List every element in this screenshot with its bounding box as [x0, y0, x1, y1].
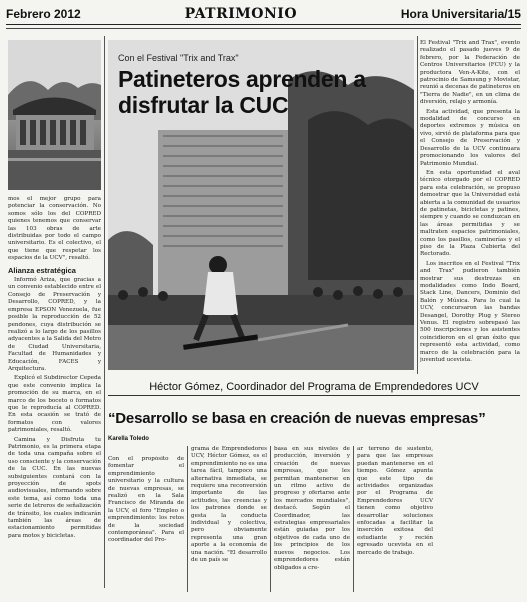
page-number: 15 [507, 7, 521, 21]
interview-column-1: Con el propósito de fomentar el emprendimiento universitario y la cultura de nuevas empresas, se realizó en la Sala Francisco de Miranda de la UCV, el foro "Empleo o emprendimiento: los retos de la sociedad contemporánea". Para el coordinador del Pro- [108, 456, 184, 544]
feature-headline: Patineteros aprenden a disfrutar la CUC [118, 66, 366, 118]
section-title: PATRIMONIO [184, 6, 298, 22]
column-divider [353, 446, 354, 592]
feature-kicker: Con el Festival "Trix and Trax" [118, 53, 239, 63]
interview-column-4: ar terreno de sustento, para que las empresas puedan mantenerse en el tiempo. Gómez apunta que este tipo de actividades organizadas por el Programa de Emprendedores UCV tienen como objetivo desarrollar soluciones enfocadas a facilitar la inserción exitosa del estudiante y recién egresado ucevista en el mercado de trabajo. [357, 446, 433, 556]
column-divider [417, 36, 418, 374]
header-rule [6, 28, 521, 29]
building-photo [8, 40, 101, 190]
skateboard-photo [108, 40, 414, 370]
section-subhead: Alianza estratégica [8, 265, 76, 275]
publication-name: Hora Universitaria [400, 7, 505, 21]
interview-headline: “Desarrollo se basa en creación de nuevas empresas” [108, 410, 486, 427]
left-paragraph: Informó Ariza, que gracias a un convenio establecido entre el Consejo de Preservación y Desarrollo, COPRED, y la empresa EPSON Venezuela, fue posible la reproducción de 52 pendones, cuya distribución se realizó a lo largo de los pasillos adyacentes a la Salida del Metro de Ciudad Universitaria, Facultad de Humanidades y Educación, FACES y Arquitectura. [8, 277, 101, 372]
column-divider [104, 36, 105, 588]
interview-banner: Héctor Gómez, Coordinador del Programa de Emprendedores UCV [108, 381, 520, 396]
left-paragraph: Explicó el Subdirector Cepeda que este convenio implica la promoción de su marca, en el marco de los boceto o formatos que le reproducía al COPRED. En esta ocasión se trató de formatos con valores patrimoniales, resaltó. [8, 375, 101, 434]
left-column-text [8, 196, 101, 576]
right-paragraph: El Festival "Trix and Trax", evento realizado el pasado jueves 9 de febrero, por la Federación de Centros Universitarios (FCU) y la productora Ven-A-Kite, con el patrocinio de Samsung y Movistar, reunió a decenas de patineteros en "Tierra de Nadie", en un clima de diversión, relajo y armonía. [420, 40, 520, 106]
left-paragraph: Camina y Disfruta tu Patrimonio, es la primera etapa de toda una campaña sobre el uso consciente y la conservación de la CUC. En las nuevas subsiguientes contará con la proyección de spots audiovisuales, informando sobre este tema, así como toda una serie de letreros de señalización de tránsito, los cuales indicarán también las áreas de estacionamiento permitidas para motos y bicicletas. [8, 436, 101, 539]
column-divider [270, 446, 271, 592]
interview-column-2: grama de Emprendedores UCV, Héctor Gómez, es el emprendimiento no es una tarea fácil, tampoco una alternativa inmediata, se requiere una reconversión importante de las actitudes, las creencias y los patrones donde se gesta la conducta individual y colectiva, pero obviamente representa una gran aporte a la economía de una nación. "El desarrollo de un país se [191, 446, 267, 564]
page-header [6, 4, 521, 25]
column-divider [187, 446, 188, 592]
left-paragraph: mos el mejor grupo para potenciar la conservación. No somos sólo los del COPRED quienes tenemos que conservar las 103 obras de arte distribuidas por todo el campo universitario. Es el colectivo, el que tiene que respetar los espacios de la UCV", resaltó. [8, 196, 101, 262]
right-column-text [420, 40, 520, 370]
publication-page: Hora Universitaria/15 [400, 7, 521, 21]
right-paragraph: Los inscritos en el Festival "Trix and Trax" pudieron también mostrar sus destrezas en modalidades como Indo Board, Stack Line, Dancers, Dominio del Balón y Música. Para lo cual la UCV, concursaron las bandas Desangel, Dorothy Plug y Stereo Venus. El registro sobrepasó las 500 inscripciones y los asistentes coincidieron en el gran éxito que representó esta actividad, como marco de la celebración para la juventud ucevista. [420, 260, 520, 364]
byline: Karella Toledo [108, 436, 149, 442]
right-paragraph: Esta actividad, que presenta la modalidad de concurso en deportes extremos y música en vivo, sirvió de plataforma para que el Consejo de Preservación y Desarrollo de la UCV continuara promocionando los valores del Patrimonio Mundial. [420, 108, 520, 167]
interview-column-3: basa en sus niveles de producción, inversión y creación de nuevas empresas, que les permitan mantenerse en un ritmo activo de progreso y ofertarse ante los mercados mundiales", destacó. Según el Coordinador, las estrategias empresariales están guiadas por los objetivos de cada uno de los principios de los nuevos negocios. Los emprendedores están obligados a cre- [274, 446, 350, 571]
issue-date: Febrero 2012 [6, 7, 81, 21]
right-paragraph: En esta oportunidad el aval técnico otorgado por el COPRED para esta celebración, se propuso demostrar que la Universidad está abierta a la comunidad de usuarios de patinetas, bicicletas y patines, siempre y cuando se conduzcan en las áreas permitidas y se maltraten espacios patrimoniales, como los pasillos, caminerías y el piso de la Plaza Cubierta del Rectorado. [420, 169, 520, 258]
